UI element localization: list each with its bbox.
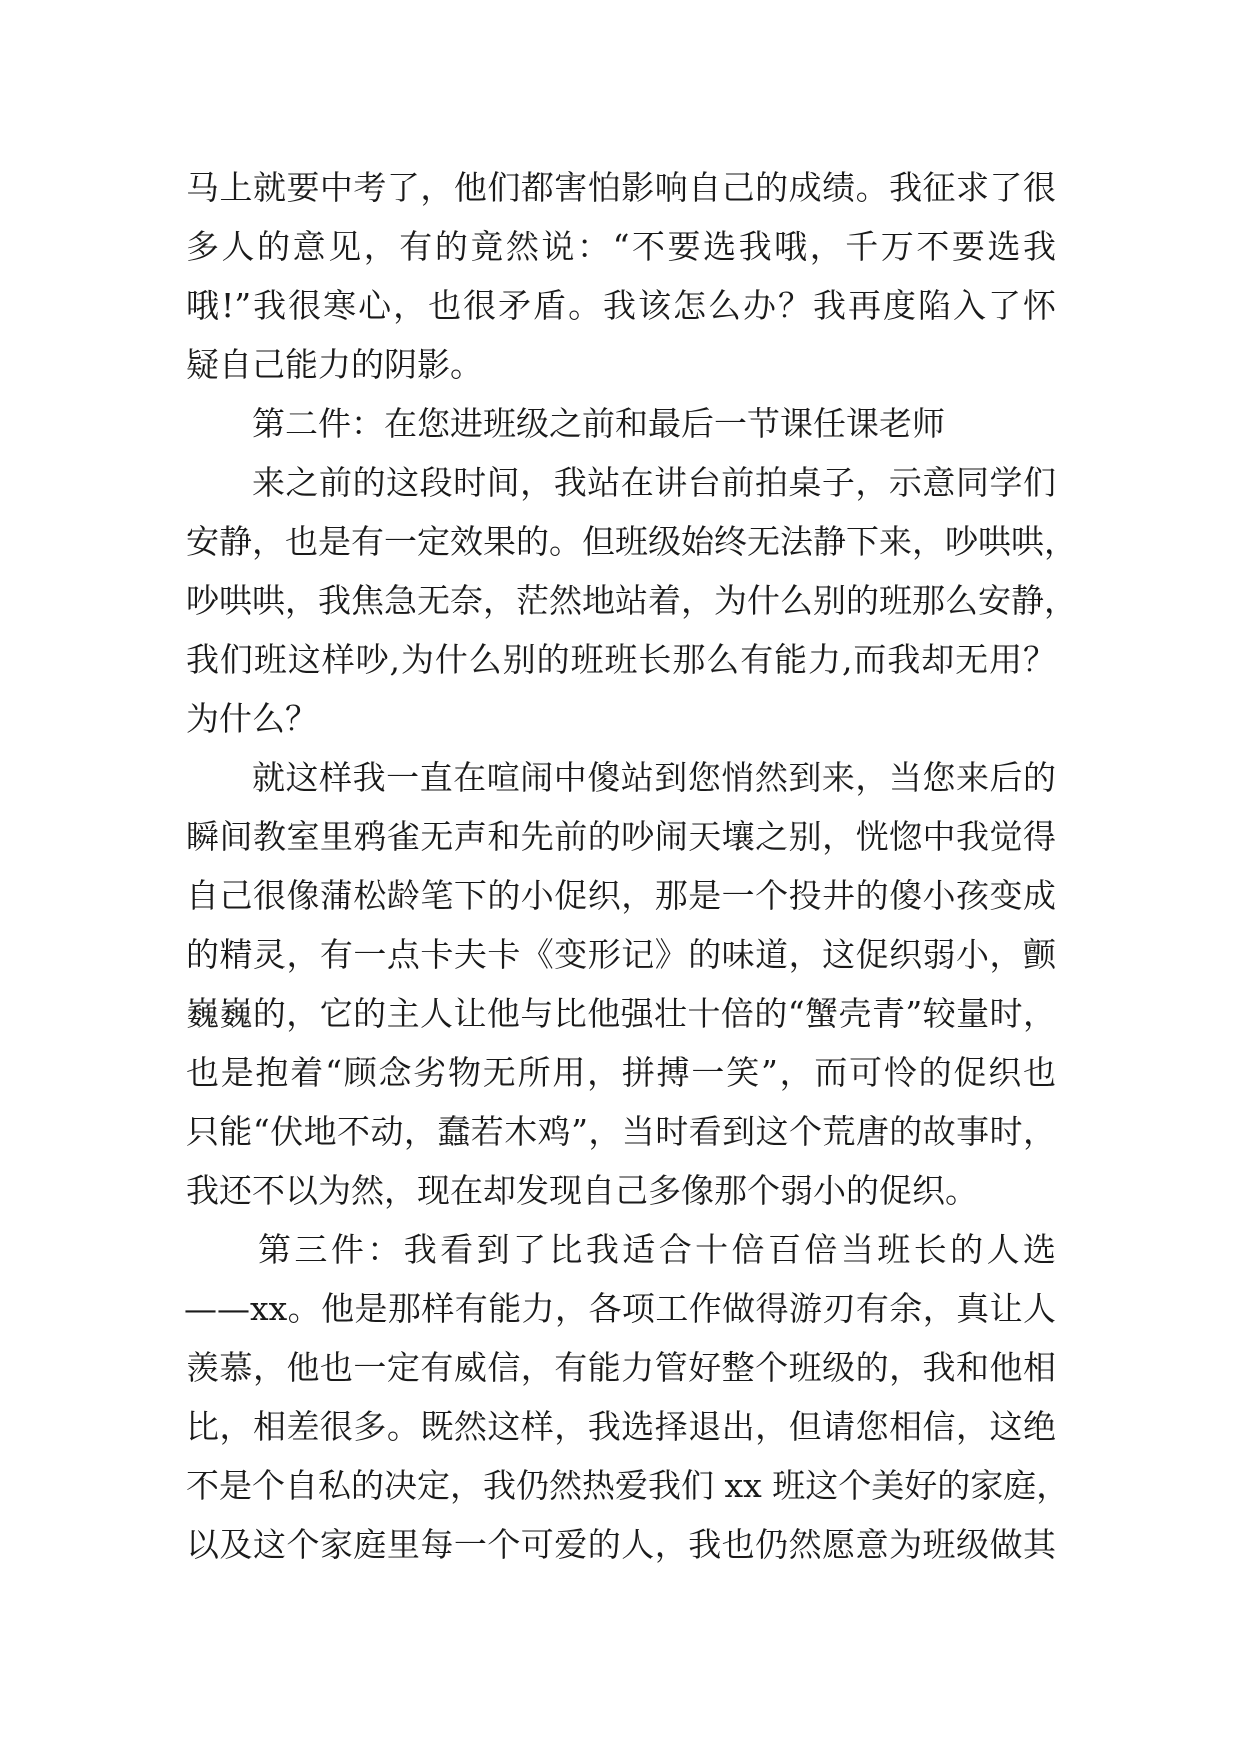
text-line: ——xx。他是那样有能力，各项工作做得游刃有余，真让人 <box>184 1289 1056 1328</box>
text-line: 就这样我一直在喧闹中傻站到您悄然到来，当您来后的 <box>252 758 1056 797</box>
text-line: 吵哄哄，我焦急无奈，茫然地站着，为什么别的班那么安静， <box>186 581 1077 620</box>
text-line: 只能“伏地不动，蠢若木鸡”，当时看到这个荒唐的故事时， <box>186 1112 1056 1151</box>
text-line: 马上就要中考了，他们都害怕影响自己的成绩。我征求了很 <box>186 168 1056 207</box>
text-line: 我们班这样吵,为什么别的班班长那么有能力,而我却无用？ <box>186 640 1056 679</box>
document-body <box>184 158 1077 1574</box>
text-line: 以及这个家庭里每一个可爱的人，我也仍然愿意为班级做其 <box>186 1525 1056 1564</box>
text-line: 哦!”我很寒心，也很矛盾。我该怎么办？我再度陷入了怀 <box>186 286 1056 325</box>
text-line: 不是个自私的决定，我仍然热爱我们 xx 班这个美好的家庭， <box>186 1466 1070 1505</box>
section-heading-3: 第三件：我看到了比我适合十倍百倍当班长的人选 <box>258 1230 1056 1269</box>
section-heading-2: 第二件：在您进班级之前和最后一节课任课老师 <box>252 404 945 443</box>
text-line: 瞬间教室里鸦雀无声和先前的吵闹天壤之别，恍惚中我觉得 <box>186 817 1056 856</box>
text-line: 我还不以为然，现在却发现自己多像那个弱小的促织。 <box>186 1171 978 1210</box>
text-line: 自己很像蒲松龄笔下的小促织，那是一个投井的傻小孩变成 <box>186 876 1056 915</box>
text-line: 也是抱着“顾念劣物无所用，拼搏一笑”，而可怜的促织也 <box>186 1053 1056 1092</box>
text-line: 的精灵，有一点卡夫卡《变形记》的味道，这促织弱小，颤 <box>186 935 1056 974</box>
text-line: 比，相差很多。既然这样，我选择退出，但请您相信，这绝 <box>186 1407 1056 1446</box>
text-line: 疑自己能力的阴影。 <box>186 345 483 384</box>
text-line: 多人的意见，有的竟然说：“不要选我哦，千万不要选我 <box>186 227 1056 266</box>
text-line: 来之前的这段时间，我站在讲台前拍桌子，示意同学们 <box>252 463 1056 502</box>
text-line: 为什么？ <box>186 699 318 738</box>
text-line: 巍巍的，它的主人让他与比他强壮十倍的“蟹壳青”较量时， <box>186 994 1056 1033</box>
text-line: 安静，也是有一定效果的。但班级始终无法静下来，吵哄哄， <box>186 522 1077 561</box>
text-line: 羡慕，他也一定有威信，有能力管好整个班级的，我和他相 <box>186 1348 1056 1387</box>
